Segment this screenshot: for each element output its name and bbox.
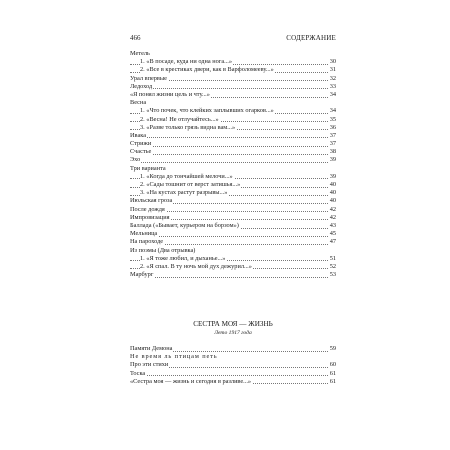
toc-entry-page: 37 (329, 131, 336, 139)
toc-entry (130, 361, 336, 369)
toc-entry-page: 61 (329, 377, 336, 385)
toc-entry-page: 60 (329, 361, 336, 369)
page-number: 466 (130, 34, 141, 42)
toc-entry-page: 45 (329, 230, 336, 238)
toc-entry-title: Про эти стихи (130, 361, 169, 369)
toc-entry (130, 370, 336, 378)
toc-entry-title: 1. «В посаде, куда ни одна нога...» (140, 58, 232, 66)
toc-entry-page: 34 (329, 90, 336, 98)
toc-entry (130, 50, 336, 58)
toc-entry-page: 39 (329, 172, 336, 180)
toc-entry-title: Импровизация (130, 213, 170, 221)
dot-leader (130, 277, 336, 278)
toc-entry-page: 32 (329, 74, 336, 82)
toc-entry-page: 35 (329, 115, 336, 123)
toc-list-top (130, 50, 336, 279)
toc-entry (130, 181, 336, 189)
toc-entry-page: 31 (329, 66, 336, 74)
toc-entry-title: Эхо (130, 156, 141, 164)
toc-entry-page: 40 (329, 181, 336, 188)
toc-entry (130, 116, 336, 124)
toc-entry (130, 107, 336, 115)
toc-entry (130, 238, 336, 246)
dot-leader (130, 154, 336, 155)
toc-entry-title: Метель (130, 50, 150, 57)
toc-list-section (130, 345, 336, 386)
toc-entry-page: 42 (329, 213, 336, 221)
toc-entry-title: Счастье (130, 148, 152, 156)
toc-entry (130, 353, 336, 361)
toc-entry-page: 30 (329, 58, 336, 66)
toc-entry (130, 83, 336, 91)
toc-entry (130, 124, 336, 132)
toc-entry-page: 38 (329, 148, 336, 156)
toc-entry-page: 39 (329, 156, 336, 164)
toc-entry-title: Стрижи (130, 140, 152, 148)
toc-entry-title: Ледоход (130, 82, 153, 90)
toc-entry-title: 2. «Все в крестиках двери, как в Варфоломееву...» (140, 66, 274, 74)
toc-entry-page: 42 (329, 205, 336, 213)
toc-entry (130, 132, 336, 140)
dot-leader (130, 236, 336, 237)
toc-entry-page: 47 (329, 238, 336, 246)
toc-entry-title: Баллада («Бывает, курьером на борзом») (130, 221, 239, 229)
toc-entry (130, 230, 336, 238)
toc-entry-page: 53 (329, 271, 336, 279)
toc-entry (130, 214, 336, 222)
toc-entry-title: «Я понял жизни цель и чту...» (130, 90, 210, 98)
dot-leader (130, 137, 336, 138)
toc-entry-page: 40 (329, 197, 336, 205)
toc-entry-page: 37 (329, 140, 336, 148)
toc-entry-title: 1. «Что почек, что клейких заплывших огарков...» (140, 107, 274, 115)
dot-leader (130, 146, 336, 147)
toc-entry-title: После дождя (130, 205, 165, 213)
toc-entry (130, 91, 336, 99)
toc-entry (130, 345, 336, 353)
toc-entry-page: 40 (329, 189, 336, 197)
dot-leader (130, 375, 336, 376)
toc-entry-title: Три варианта (130, 164, 166, 172)
dot-leader (130, 88, 336, 89)
toc-entry (130, 378, 336, 386)
toc-entry-title: Урал впервые (130, 74, 167, 82)
toc-entry-title: Не время ль птицам петь (130, 353, 218, 361)
toc-entry-page: 59 (329, 345, 336, 352)
running-header (130, 34, 336, 44)
toc-entry-page: 52 (329, 262, 336, 270)
toc-entry-title: Марбург (130, 271, 154, 279)
toc-entry (130, 263, 336, 271)
toc-entry (130, 165, 336, 173)
toc-entry-title: Ивака (130, 131, 146, 139)
toc-entry (130, 58, 336, 66)
running-title: СОДЕРЖАНИЕ (286, 34, 336, 42)
toc-entry (130, 173, 336, 181)
toc-entry (130, 271, 336, 279)
toc-entry-title: 1. «Когда до тончайшей мелочи...» (140, 172, 233, 180)
toc-entry-page: 43 (329, 221, 336, 229)
toc-entry-page: 33 (329, 82, 336, 90)
toc-entry (130, 148, 336, 156)
toc-entry-title: 1. «Я тоже любил, и дыханье...» (140, 254, 226, 262)
toc-entry-title: На пароходе (130, 238, 164, 246)
toc-entry (130, 247, 336, 255)
toc-entry-title: 2. «Весна! Не отлучайтесь...» (140, 115, 219, 123)
toc-entry (130, 66, 336, 74)
toc-entry-title: «Сестра моя — жизнь и сегодня в разливе...» (130, 377, 252, 385)
toc-entry-title: Мельница (130, 230, 158, 238)
toc-entry (130, 189, 336, 197)
toc-entry-page: 34 (329, 107, 336, 115)
toc-entry-page: 51 (329, 254, 336, 262)
dot-leader (130, 162, 336, 163)
toc-entry-title: 3. «Разве только грязь видна вам...» (140, 123, 236, 131)
toc-entry (130, 206, 336, 214)
toc-entry (130, 75, 336, 83)
toc-entry (130, 156, 336, 164)
toc-entry (130, 255, 336, 263)
toc-entry-title: 3. «На кустах растут разрывы...» (140, 189, 228, 197)
toc-entry-title: 2. «Я спал. В ту ночь мой дух дежурил...» (140, 262, 252, 270)
toc-entry-title: Из поэмы (Два отрывка) (130, 246, 196, 254)
toc-entry (130, 99, 336, 107)
toc-entry-title: Июльская гроза (130, 197, 173, 205)
toc-entry (130, 197, 336, 205)
toc-entry (130, 222, 336, 230)
toc-entry-title: Тоска (130, 369, 146, 377)
section-subheading: Лето 1917 года (214, 330, 252, 336)
toc-entry-page: 36 (329, 123, 336, 131)
toc-entry (130, 140, 336, 148)
toc-entry-title: Весна (130, 99, 147, 107)
toc-entry-title: Памяти Демона (130, 345, 173, 352)
section-heading: СЕСТРА МОЯ — ЖИЗНЬ (193, 320, 273, 328)
toc-entry-page: 61 (329, 369, 336, 377)
toc-entry-title: 2. «Сады тошнит от верст затишья...» (140, 181, 241, 188)
